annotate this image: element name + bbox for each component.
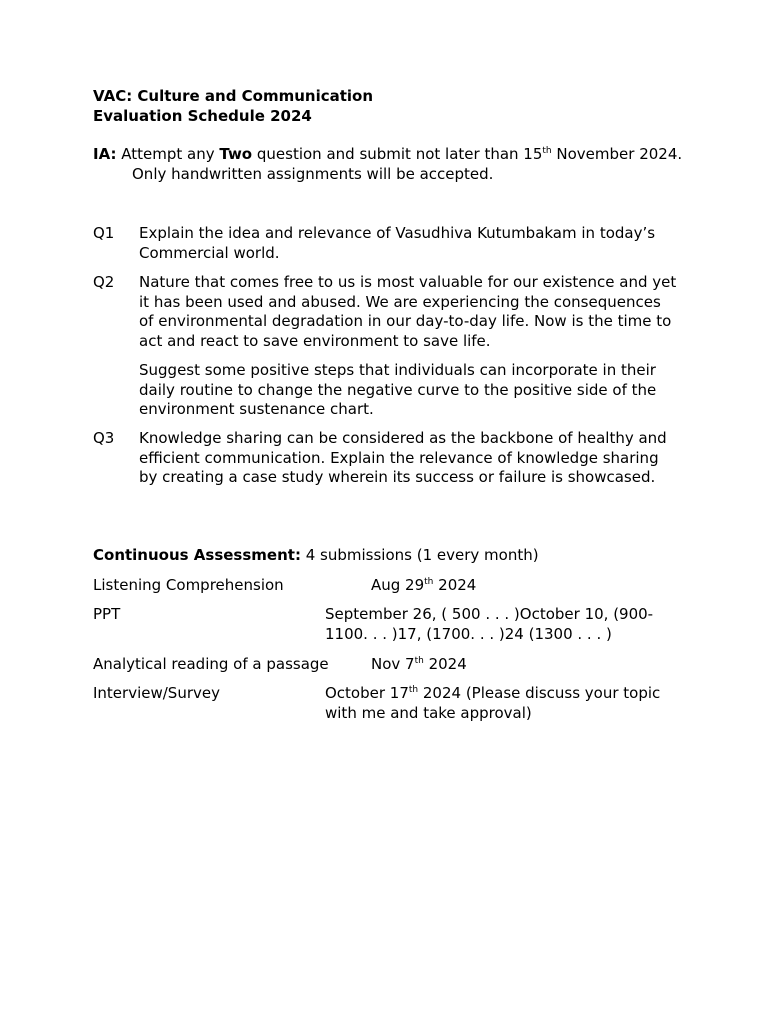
- assessment-label: Analytical reading of a passage: [93, 655, 329, 673]
- document-title: [93, 87, 373, 126]
- assessment-date: [325, 605, 653, 644]
- question-text: Suggest some positive steps that individuals can incorporate in their daily routine to change the negative curve to the positive side of the environment sustenance chart.: [139, 361, 657, 418]
- assessment-label: Listening Comprehension: [93, 576, 284, 594]
- question-text: Explain the idea and relevance of Vasudhiva Kutumbakam in today’s Commercial world.: [139, 224, 656, 262]
- question-text: Knowledge sharing can be considered as the backbone of healthy and efficient communication. Explain the relevance of knowledge sharing by creating a case study wherein its success or failure is showcased.: [139, 429, 667, 486]
- date-text: 2024 (Please discuss your topic: [418, 684, 661, 702]
- ia-note: Only handwritten assignments will be accepted.: [132, 164, 494, 183]
- date-superscript: th: [414, 656, 424, 666]
- question-text: Nature that comes free to us is most valuable for our existence and yet it has been used and abused. We are experiencing the consequences of environmental degradation in our day-to-day life. Now is the time to act and react to save environment to save life.: [139, 273, 677, 350]
- assessment-label: Interview/Survey: [93, 684, 220, 702]
- date-superscript: th: [408, 685, 419, 695]
- ia-text-a: Attempt any: [116, 145, 220, 163]
- ia-superscript: th: [542, 146, 552, 156]
- date-text: October 17: [325, 684, 409, 702]
- date-line: [325, 684, 660, 704]
- date-text: with me and take approval): [325, 703, 532, 722]
- question-number: Q3: [93, 429, 115, 447]
- date-text: 1100. . . )17, (1700. . . )24 (1300 . . . ): [325, 624, 612, 643]
- date-text: Aug 29: [371, 576, 425, 594]
- ia-emphasis: Two: [219, 145, 253, 163]
- question-number: Q1: [93, 224, 115, 242]
- date-text: September 26, ( 500 . . . )October 10, (900-: [325, 605, 654, 623]
- question-item: [93, 224, 693, 263]
- date-superscript: th: [424, 577, 434, 587]
- assessment-label: PPT: [93, 605, 121, 623]
- question-body: [139, 273, 679, 420]
- question-body: [139, 429, 679, 488]
- date-text: 2024: [423, 655, 467, 673]
- assessment-date: [371, 655, 467, 675]
- question-body: [139, 224, 679, 263]
- ia-text-c: November 2024.: [551, 145, 683, 163]
- schedule-title: Evaluation Schedule 2024: [93, 106, 312, 125]
- ca-text: 4 submissions (1 every month): [300, 546, 539, 564]
- ia-text-b: question and submit not later than 15: [252, 145, 543, 163]
- date-text: 2024: [433, 576, 477, 594]
- ia-label: IA:: [93, 145, 117, 163]
- ia-instructions: [93, 145, 683, 184]
- assessment-date: [325, 684, 660, 723]
- question-item: [93, 273, 693, 420]
- date-text: Nov 7: [371, 655, 415, 673]
- question-number: Q2: [93, 273, 115, 291]
- continuous-assessment-heading: [93, 546, 539, 566]
- assessment-date: [371, 576, 476, 596]
- ca-label: Continuous Assessment:: [93, 546, 301, 564]
- course-title: VAC: Culture and Communication: [93, 87, 374, 105]
- question-item: [93, 429, 693, 488]
- ia-line: [93, 145, 683, 165]
